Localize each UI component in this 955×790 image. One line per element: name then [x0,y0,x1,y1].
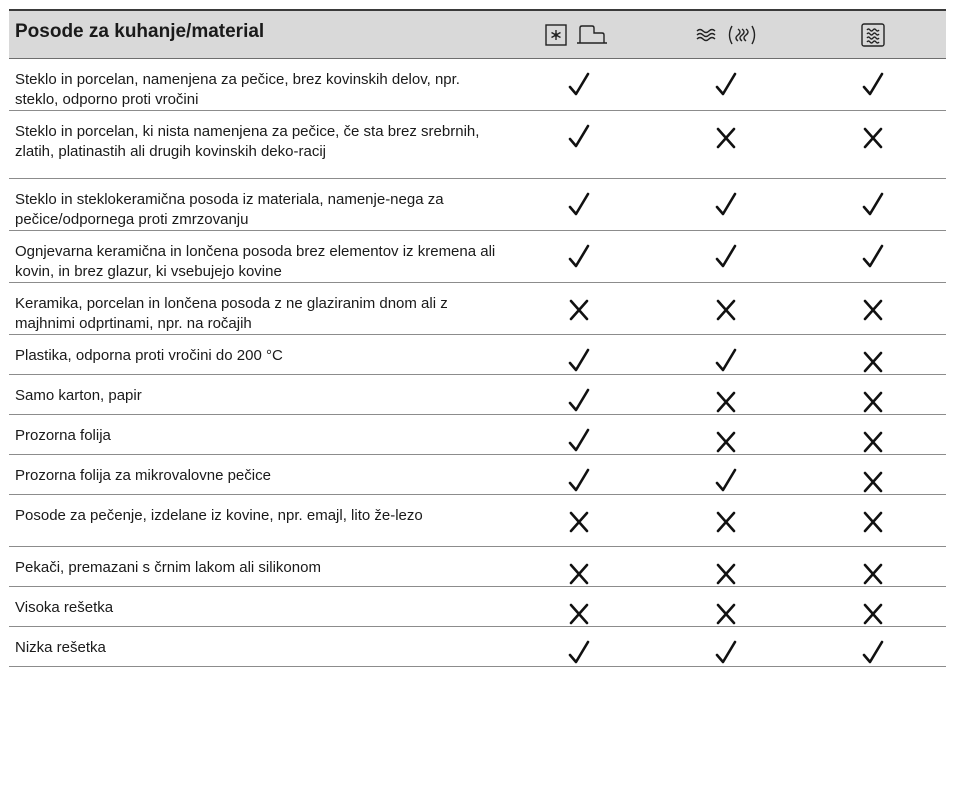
suitability-cell-c2 [652,455,799,494]
check-icon [712,71,740,99]
suitability-cell-c1 [505,415,652,454]
suitability-cell-c1 [505,375,652,414]
cross-icon [712,599,740,627]
material-cell: Steklo in steklokeramična posoda iz materiala, namenje-nega za pečice/odpornega proti zmrzovanju [15,191,444,228]
suitability-cell-c3 [799,179,946,230]
suitability-cell-c1 [505,455,652,494]
suitability-cell-c3 [799,283,946,334]
table-row [9,455,946,495]
check-icon [565,427,593,455]
check-icon [712,347,740,375]
cross-icon [565,507,593,535]
material-cell: Pekači, premazani s črnim lakom ali silikonom [15,559,321,576]
suitability-cell-c3 [799,587,946,626]
header-col-fan-top-bottom [505,11,652,58]
material-cell: Posode za pečenje, izdelane iz kovine, npr. emajl, lito že-lezo [15,507,423,524]
suitability-cell-c1 [505,231,652,282]
cross-icon [859,387,887,415]
suitability-cell-c2 [652,627,799,666]
check-icon [859,71,887,99]
material-cell: Visoka rešetka [15,599,114,616]
suitability-cell-c1 [505,587,652,626]
check-icon [565,387,593,415]
table-row [9,627,946,667]
table-row [9,547,946,587]
suitability-cell-c1 [505,283,652,334]
cross-icon [859,559,887,587]
cross-icon [565,295,593,323]
cross-icon [712,387,740,415]
suitability-cell-c3 [799,415,946,454]
cross-icon [859,599,887,627]
suitability-cell-c3 [799,111,946,178]
cross-icon [712,427,740,455]
table-row [9,231,946,283]
table-header [9,9,946,59]
table-row [9,415,946,455]
suitability-cell-c2 [652,415,799,454]
cross-icon [712,507,740,535]
suitability-cell-c3 [799,455,946,494]
top-bottom-heat-icon [577,26,607,43]
suitability-cell-c2 [652,283,799,334]
cross-icon [712,295,740,323]
cross-icon [712,123,740,151]
check-icon [565,243,593,271]
suitability-cell-c1 [505,179,652,230]
suitability-cell-c2 [652,179,799,230]
suitability-cell-c2 [652,59,799,110]
material-cell: Samo karton, papir [15,387,142,404]
cross-icon [859,507,887,535]
cross-icon [565,599,593,627]
material-cell: Prozorna folija [15,427,111,444]
check-icon [565,191,593,219]
check-icon [712,467,740,495]
check-icon [565,639,593,667]
suitability-cell-c1 [505,495,652,546]
cross-icon [859,123,887,151]
header-title: Posode za kuhanje/material [15,21,265,42]
table-body [9,59,946,667]
table-row [9,335,946,375]
suitability-cell-c1 [505,547,652,586]
cross-icon [859,295,887,323]
check-icon [859,639,887,667]
table-row [9,283,946,335]
suitability-cell-c2 [652,587,799,626]
material-cell: Steklo in porcelan, namenjena za pečice, brez kovinskih delov, npr. steklo, odporno proti vročini [15,71,460,108]
material-cell: Plastika, odporna proti vročini do 200 °C [15,347,283,364]
suitability-cell-c2 [652,547,799,586]
grill-icon [691,22,761,48]
suitability-cell-c1 [505,335,652,374]
suitability-cell-c2 [652,495,799,546]
check-icon [712,243,740,271]
cross-icon [565,559,593,587]
suitability-cell-c3 [799,59,946,110]
microwave-grill-icon [858,22,888,48]
suitability-cell-c2 [652,111,799,178]
suitability-cell-c1 [505,627,652,666]
check-icon [565,71,593,99]
suitability-cell-c3 [799,627,946,666]
table-row [9,495,946,547]
suitability-cell-c3 [799,547,946,586]
microwave-icon [729,26,754,44]
check-icon [565,123,593,151]
fan-heat-icon [544,22,614,48]
check-icon [712,639,740,667]
material-cell: Keramika, porcelan in lončena posoda z ne glaziranim dnom ali z majhnimi odprtinami, npr. na ročajih [15,295,448,332]
table-row [9,111,946,179]
material-cell: Steklo in porcelan, ki nista namenjena za pečice, če sta brez srebrnih, zlatih, platinastih ali drugih kovinskih deko-racij [15,123,480,160]
check-icon [859,191,887,219]
suitability-cell-c2 [652,375,799,414]
suitability-cell-c3 [799,231,946,282]
suitability-cell-c2 [652,335,799,374]
check-icon [565,467,593,495]
cross-icon [859,467,887,495]
table-row [9,587,946,627]
cross-icon [712,559,740,587]
table-row [9,59,946,111]
table-row [9,179,946,231]
cookware-table [9,9,946,667]
suitability-cell-c3 [799,335,946,374]
suitability-cell-c1 [505,111,652,178]
cross-icon [859,347,887,375]
suitability-cell-c3 [799,375,946,414]
material-cell: Prozorna folija za mikrovalovne pečice [15,467,271,484]
check-icon [712,191,740,219]
suitability-cell-c1 [505,59,652,110]
check-icon [565,347,593,375]
header-col-grill-microwave [652,11,799,58]
suitability-cell-c2 [652,231,799,282]
suitability-cell-c3 [799,495,946,546]
material-cell: Ognjevarna keramična in lončena posoda brez elementov iz kremena ali kovin, in brez glazur, ki vsebujejo kovine [15,243,496,280]
table-row [9,375,946,415]
header-col-microwave-grill [799,11,946,58]
cross-icon [859,427,887,455]
check-icon [859,243,887,271]
material-cell: Nizka rešetka [15,639,106,656]
